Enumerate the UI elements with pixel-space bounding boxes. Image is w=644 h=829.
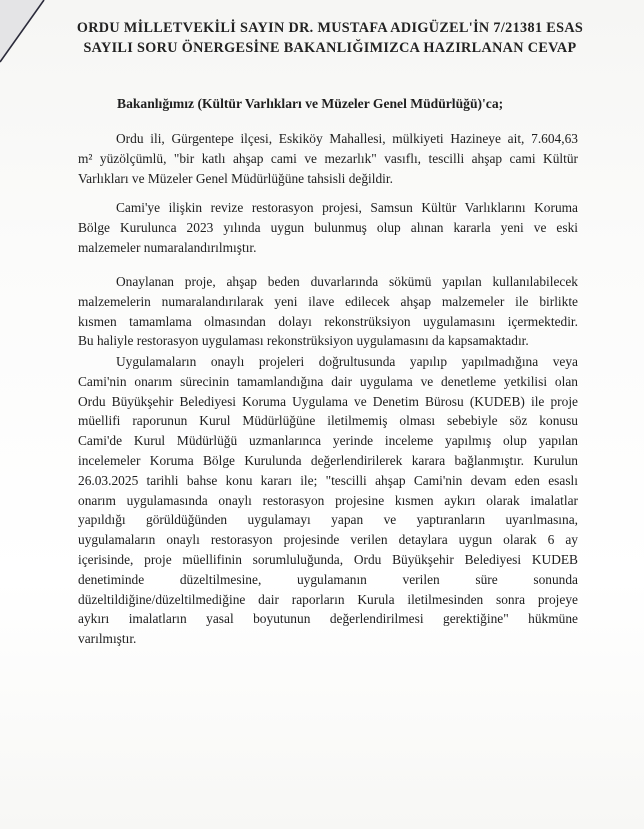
paragraph-4: [78, 352, 578, 649]
paragraph-line: Bölge Kurulunca 2023 yılında uygun bulunmuş olup alınan kararla yeni ve eski: [78, 219, 578, 235]
document-title: [60, 18, 600, 58]
paragraph-line: aykırı imalatların yasal boyutunun değerlendirilmesi gerektiğine" hükmüne: [78, 611, 578, 627]
paragraph-line: 26.03.2025 tarihli bahse konu kararı ile; "tescilli ahşap Cami'nin devam eden esaslı: [78, 472, 578, 488]
paragraph-1: [78, 129, 578, 188]
paragraph-line: Varlıkları ve Müzeler Genel Müdürlüğüne tahsisli değildir.: [78, 170, 393, 186]
paragraph-3: [78, 272, 578, 351]
paragraph-line: malzemeler numaralandırılmıştır.: [78, 239, 257, 255]
paragraph-line: denetiminde düzeltilmesine, uygulamanın verilen süre sonunda: [78, 571, 578, 587]
paragraph-line: Ordu ili, Gürgentepe ilçesi, Eskiköy Mahallesi, mülkiyeti Hazineye ait, 7.604,63: [116, 131, 578, 146]
paragraph-line: yapıldığı görüldüğünden uygulamayı yapan ve yaptıranların uyarılmasına,: [78, 512, 578, 528]
paragraph-line: Bu haliyle restorasyon uygulaması rekonstrüksiyon uygulamasını da kapsamaktadır.: [78, 333, 529, 349]
paragraph-line: m² yüzölçümlü, "bir katlı ahşap cami ve mezarlık" vasıflı, tescilli ahşap cami Kültür: [78, 150, 578, 166]
paragraph-line: onarım uygulamasında onaylı restorasyon projesine kısmen aykırı olarak imalatlar: [78, 492, 578, 508]
paragraph-line: Cami'ye ilişkin revize restorasyon projesi, Samsun Kültür Varlıklarını Koruma: [116, 200, 578, 215]
title-line-2: SAYILI SORU ÖNERGESİNE BAKANLIĞIMIZCA HAZIRLANAN CEVAP: [83, 40, 577, 56]
paragraph-line: Cami'de Kurul Müdürlüğü uzmanlarınca yerinde inceleme yapılmış olup yapılan: [78, 433, 578, 449]
paragraph-line: içerisinde, proje müellifinin sorumluluğunda, Ordu Büyükşehir Belediyesi KUDEB: [78, 551, 578, 567]
paragraph-line: Onaylanan proje, ahşap beden duvarlarında sökümü yapılan kullanılabilecek: [116, 274, 578, 289]
paragraph-line: malzemelerin numaralandırılarak yeni ilave edilecek ahşap malzemeler ile birlikte: [78, 293, 578, 309]
paragraph-line: Uygulamaların onaylı projeleri doğrultusunda yapılıp yapılmadığına veya: [116, 354, 578, 369]
paragraph-line: uygulamaların onaylı restorasyon projesinde verilen detaylara uygun olarak 6 ay: [78, 532, 578, 548]
paragraph-line: Ordu Büyükşehir Belediyesi Koruma Uygulama ve Denetim Bürosu (KUDEB) ile proje: [78, 393, 578, 409]
paragraph-line: düzeltildiğine/düzeltilmediğine dair raporların Kurula iletilmesinden sonra projeye: [78, 591, 578, 607]
paragraph-line: Cami'nin onarım sürecinin tamamlandığına dair uygulama ve denetleme yetkilisi olan: [78, 373, 578, 389]
paragraph-line: müellifi raporunun Kurul Müdürlüğüne iletilmemiş olması sebebiyle söz konusu: [78, 413, 578, 429]
paragraph-line: incelemeler Koruma Bölge Kurulunda değerlendirilerek karara bağlanmıştır. Kurulun: [78, 452, 578, 468]
paragraph-line: varılmıştır.: [78, 631, 137, 647]
title-line-1: ORDU MİLLETVEKİLİ SAYIN DR. MUSTAFA ADIGÜZEL'İN 7/21381 ESAS: [76, 20, 584, 36]
addressee-heading: Bakanlığımız (Kültür Varlıkları ve Müzeler Genel Müdürlüğü)'ca;: [117, 96, 504, 111]
paragraph-line: kısmen tamamlama olmasından dolayı rekonstrüksiyon uygulamasını içermektedir.: [78, 313, 578, 329]
paragraph-2: [78, 198, 578, 257]
page-corner-fold: [0, 0, 60, 70]
